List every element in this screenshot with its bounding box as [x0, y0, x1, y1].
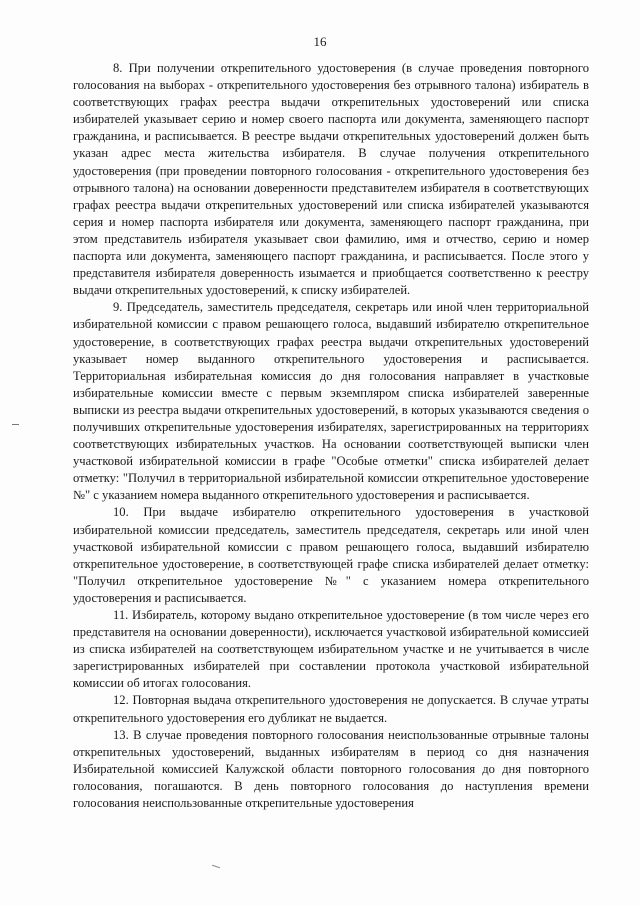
page-number: 16	[313, 34, 327, 49]
paragraph-11: 11. Избиратель, которому выдано открепительное удостоверение (в том числе через его представителя на основании доверенности), исключается участковой избирательной комиссией из списка избирателей на соответствующем избирательном участке и не учитывается в числе зарегистрированных избирателей при составлении протокола участковой избирательной комиссии об итогах голосования.	[73, 608, 589, 691]
margin-mark	[12, 424, 19, 425]
footer-mark	[212, 865, 220, 868]
paragraph-9: 9. Председатель, заместитель председателя, секретарь или иной член территориальной избирательной комиссии с правом решающего голоса, выдавший избирателю открепительное удостоверение, в соответствующих графах реестра выдачи открепительных удостоверений указывает номер выданного открепительного удостоверения и расписывается. Территориальная избирательная комиссия до дня голосования направляет в участковые избирательные комиссии вместе с первым экземпляром списка избирателей заверенные выписки из реестра выдачи открепительных удостоверений, в которых указываются сведения о получивших открепительные удостоверения избирателях, зарегистрированных на территориях соответствующих избирательных участков. На основании соответствующей выписки член участковой избирательной комиссии в графе "Особые отметки" списка избирателей делает отметку: "Получил в территориальной избирательной комиссии открепительное удостоверение №" с указанием номера выданного открепительного удостоверения и расписывается.	[73, 300, 589, 503]
paragraph-10: 10. При выдаче избирателю открепительного удостоверения в участковой избирательной комиссии председатель, заместитель председателя, секретарь или иной член участковой избирательной комиссии с правом решающего голоса, выдавший избирателю открепительное удостоверение, в соответствующей графе списка избирателей делает отметку: "Получил открепительное удостоверение №" с указанием номера открепительного удостоверения и расписывается.	[73, 505, 589, 605]
document-body	[73, 60, 589, 812]
paragraph-8: 8. При получении открепительного удостоверения (в случае проведения повторного голосования на выборах - открепительного удостоверения без отрывного талона) избиратель в соответствующих графах реестра выдачи открепительных удостоверений или списка избирателей указывает серию и номер своего паспорта или документа, заменяющего паспорт гражданина, и расписывается. В реестре выдачи открепительных удостоверений должен быть указан адрес места жительства избирателя. В случае получения открепительного удостоверения (при проведении повторного голосования - открепительного удостоверения без отрывного талона) на основании доверенности представителем избирателя в соответствующих графах реестра выдачи открепительных удостоверений или списка избирателей указываются серия и номер паспорта избирателя или документа, заменяющего паспорт гражданина, при этом представитель избирателя указывает свои фамилию, имя и отчество, серию и номер паспорта или документа, заменяющего паспорт гражданина, и расписывается. После этого у представителя избирателя доверенность изымается и приобщается соответственно к реестру выдачи открепительных удостоверений, к списку избирателей.	[73, 61, 589, 298]
paragraph-12: 12. Повторная выдача открепительного удостоверения не допускается. В случае утраты открепительного удостоверения его дубликат не выдается.	[73, 693, 589, 725]
paragraph-13: 13. В случае проведения повторного голосования неиспользованные отрывные талоны открепительных удостоверений, выданных избирателям в период со дня назначения Избирательной комиссией Калужской области повторного голосования до дня повторного голосования, погашаются. В день повторного голосования до наступления времени голосования неиспользованные открепительные удостоверения	[73, 727, 589, 811]
